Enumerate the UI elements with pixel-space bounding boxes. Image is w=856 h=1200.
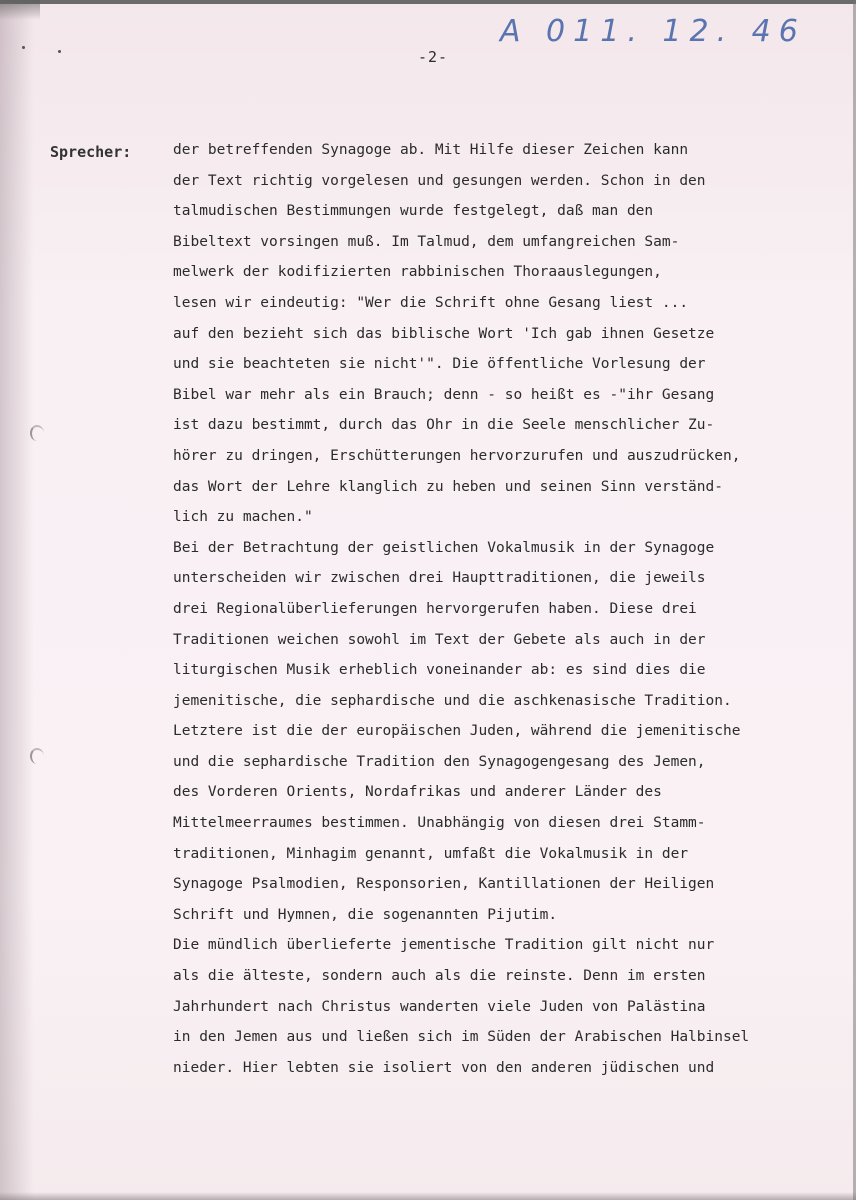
text-line: unterscheiden wir zwischen drei Haupttraditionen, die jeweils [173,570,706,587]
scan-left-shadow [0,0,34,1200]
text-line: melwerk der kodifizierten rabbinischen Thoraauslegungen, [173,264,662,281]
text-line: lesen wir eindeutig: "Wer die Schrift ohne Gesang liest ... [173,294,689,311]
text-line: liturgischen Musik erheblich voneinander ab: es sind dies die [173,662,706,679]
scan-speck [22,46,25,49]
text-line: der Text richtig vorgelesen und gesungen werden. Schon in den [173,172,706,189]
text-line: Letztere ist die der europäischen Juden, während die jemenitische [173,723,741,740]
text-line: Synagoge Psalmodien, Responsorien, Kantillationen der Heiligen [173,876,715,893]
text-line: der betreffenden Synagoge ab. Mit Hilfe dieser Zeichen kann [173,142,689,158]
text-line: Jahrhundert nach Christus wanderten viele Juden von Palästina [173,998,706,1015]
text-line: in den Jemen aus und ließen sich im Süden der Arabischen Halbinsel [173,1029,750,1046]
punch-hole [30,748,44,764]
text-line: talmudischen Bestimmungen wurde festgelegt, daß man den [173,203,654,220]
text-line: Bibel war mehr als ein Brauch; denn - so heißt es -"ihr Gesang [173,386,715,403]
text-line: drei Regionalüberlieferungen hervorgerufen haben. Diese drei [173,600,697,617]
text-line: und sie beachteten sie nicht'". Die öffentliche Vorlesung der [173,356,706,373]
page-number: -2- [418,48,449,66]
text-line: und die sephardische Tradition den Synagogengesang des Jemen, [173,753,706,770]
speaker-label: Sprecher: [50,143,132,161]
text-line: nieder. Hier lebten sie isoliert von den anderen jüdischen und [173,1059,715,1076]
text-line: Mittelmeerraumes bestimmen. Unabhängig von diesen drei Stamm- [173,815,706,832]
text-line: traditionen, Minhagim genannt, umfaßt die Vokalmusik in der [173,845,689,862]
body-text [173,135,813,1083]
text-line: ist dazu bestimmt, durch das Ohr in die Seele menschlicher Zu- [173,417,715,434]
text-line: Bei der Betrachtung der geistlichen Vokalmusik in der Synagoge [173,539,715,556]
scan-top-edge [0,0,856,4]
text-line: Schrift und Hymnen, die sogenannten Pijutim. [173,906,558,923]
text-line: hörer zu dringen, Erschütterungen hervorzurufen und auszudrücken, [173,447,741,464]
text-line: des Vorderen Orients, Nordafrikas und anderer Länder des [173,784,662,801]
scan-bottom-edge [0,1192,856,1200]
text-line: Bibeltext vorsingen muß. Im Talmud, dem umfangreichen Sam- [173,233,680,250]
text-line: jemenitische, die sephardische und die aschkenasische Tradition. [173,692,732,709]
text-line: das Wort der Lehre klanglich zu heben und seinen Sinn verständ- [173,478,723,495]
scan-speck [58,50,61,53]
scan-corner-shadow [0,0,40,20]
text-line: Traditionen weichen sowohl im Text der Gebete als auch in der [173,631,706,648]
archive-number: A 011. 12. 46 [500,14,806,49]
text-line: Die mündlich überlieferte jementische Tradition gilt nicht nur [173,937,715,954]
text-line: lich zu machen." [173,509,313,526]
text-line: als die älteste, sondern auch als die reinste. Denn im ersten [173,968,706,985]
text-line: auf den bezieht sich das biblische Wort 'Ich gab ihnen Gesetze [173,325,715,342]
punch-hole [30,425,44,441]
